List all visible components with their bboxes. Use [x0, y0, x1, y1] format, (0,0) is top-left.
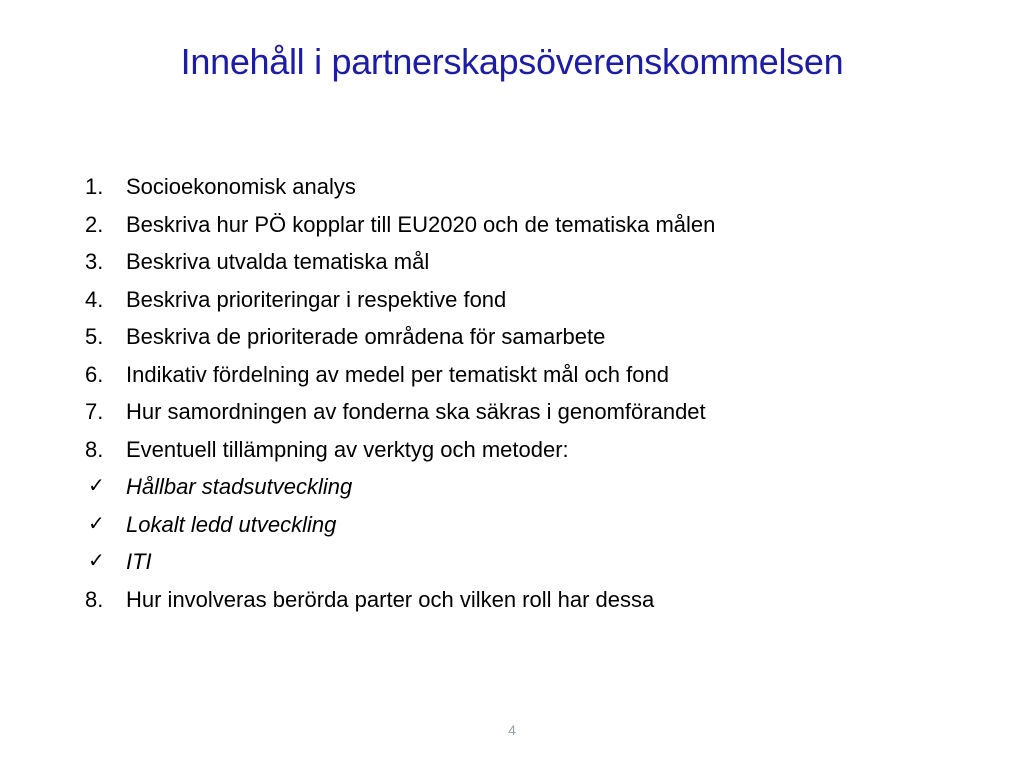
- list-number: 4.: [85, 286, 104, 312]
- checkmark-icon: ✓: [88, 512, 105, 535]
- list-item-text: Socioekonomisk analys: [126, 174, 356, 199]
- list-item-text: Beskriva utvalda tematiska mål: [126, 249, 430, 274]
- list-number: 8.: [85, 436, 104, 462]
- content-list: [85, 168, 965, 618]
- list-item-text: Hållbar stadsutveckling: [126, 474, 353, 499]
- list-item-text: Beskriva de prioriterade områdena för samarbete: [126, 324, 606, 349]
- list-number: 5.: [85, 324, 104, 349]
- list-item-text: Hur involveras berörda parter och vilken roll har dessa: [126, 586, 655, 612]
- list-item: [85, 468, 965, 506]
- list-item-text: Eventuell tillämpning av verktyg och metoder:: [126, 436, 569, 462]
- list-item: [85, 206, 965, 244]
- list-item: [85, 431, 965, 469]
- list-item: [85, 318, 965, 356]
- list-item-text: Lokalt ledd utveckling: [126, 511, 337, 537]
- checkmark-icon: ✓: [88, 475, 105, 497]
- list-item: [85, 356, 965, 394]
- list-item-text: Beskriva prioriteringar i respektive fond: [126, 286, 507, 312]
- list-item: [85, 543, 965, 581]
- list-number: 6.: [85, 361, 104, 387]
- checkmark-icon: ✓: [88, 550, 105, 572]
- list-item: [85, 281, 965, 319]
- list-item: [85, 506, 965, 544]
- list-item: [85, 581, 965, 619]
- list-item-text: Hur samordningen av fonderna ska säkras i genomförandet: [126, 399, 706, 424]
- list-item: [85, 168, 965, 206]
- list-item: [85, 393, 965, 431]
- slide-title: Innehåll i partnerskapsöverenskommelsen: [180, 41, 844, 82]
- page-number: 4: [508, 722, 516, 738]
- list-item-text: ITI: [126, 549, 152, 574]
- list-item-text: Indikativ fördelning av medel per tematiskt mål och fond: [126, 361, 669, 387]
- list-number: 8.: [85, 586, 104, 612]
- list-number: 1.: [85, 174, 104, 199]
- list-item: [85, 243, 965, 281]
- list-number: 3.: [85, 249, 104, 274]
- list-number: 7.: [85, 399, 104, 424]
- list-item-text: Beskriva hur PÖ kopplar till EU2020 och de tematiska målen: [126, 211, 716, 237]
- list-number: 2.: [85, 211, 104, 237]
